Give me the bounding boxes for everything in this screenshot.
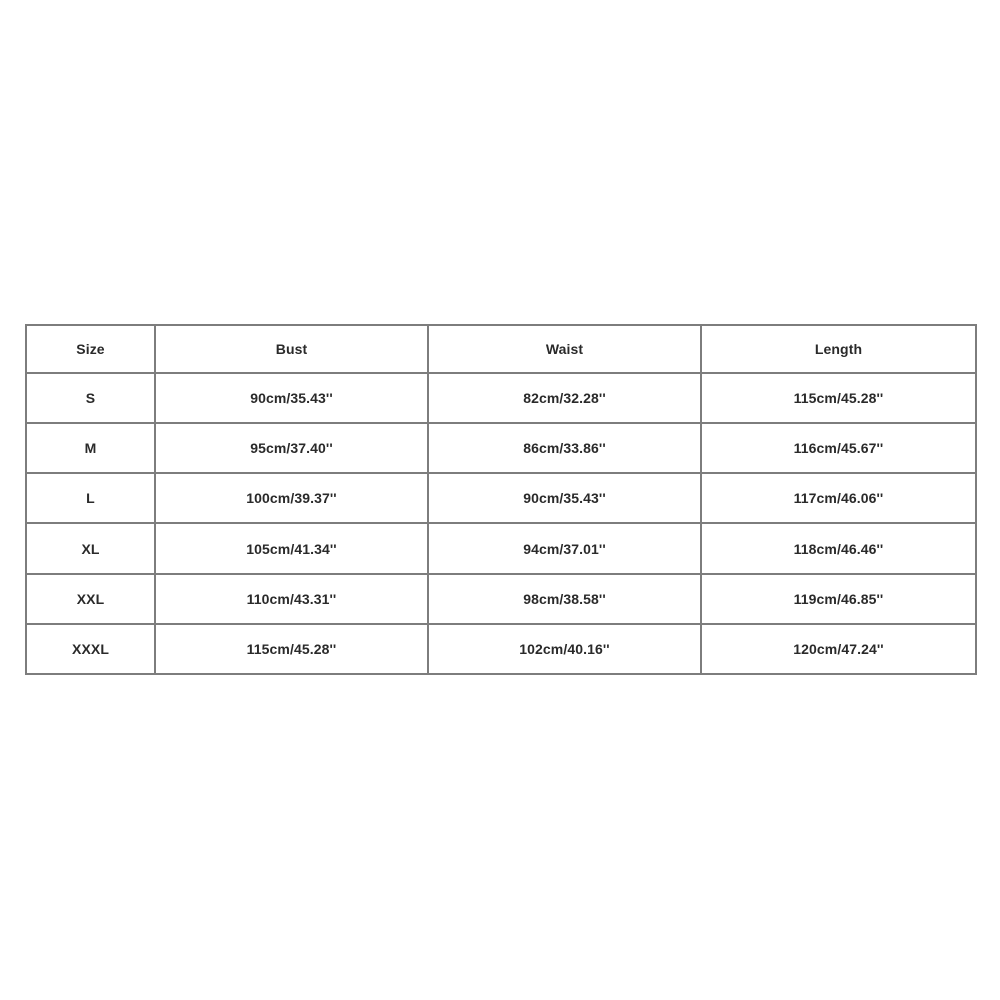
cell-bust: 95cm/37.40'': [155, 423, 428, 473]
cell-bust: 110cm/43.31'': [155, 574, 428, 624]
cell-bust: 115cm/45.28'': [155, 624, 428, 674]
cell-size: L: [26, 473, 155, 523]
header-bust: Bust: [155, 325, 428, 373]
header-waist: Waist: [428, 325, 701, 373]
table-row: [26, 373, 976, 423]
table-row: [26, 574, 976, 624]
size-chart-body: [26, 373, 976, 674]
cell-bust: 90cm/35.43'': [155, 373, 428, 423]
table-row: [26, 624, 976, 674]
cell-waist: 102cm/40.16'': [428, 624, 701, 674]
cell-size: XXL: [26, 574, 155, 624]
cell-size: XL: [26, 523, 155, 573]
size-chart-header: [26, 325, 976, 373]
cell-size: S: [26, 373, 155, 423]
cell-waist: 86cm/33.86'': [428, 423, 701, 473]
cell-length: 120cm/47.24'': [701, 624, 976, 674]
cell-waist: 90cm/35.43'': [428, 473, 701, 523]
table-row: [26, 473, 976, 523]
cell-size: XXXL: [26, 624, 155, 674]
cell-length: 115cm/45.28'': [701, 373, 976, 423]
table-row: [26, 423, 976, 473]
table-row: [26, 523, 976, 573]
header-row: [26, 325, 976, 373]
cell-size: M: [26, 423, 155, 473]
cell-bust: 100cm/39.37'': [155, 473, 428, 523]
cell-length: 116cm/45.67'': [701, 423, 976, 473]
header-length: Length: [701, 325, 976, 373]
cell-length: 117cm/46.06'': [701, 473, 976, 523]
size-chart-table: [25, 324, 977, 675]
cell-length: 119cm/46.85'': [701, 574, 976, 624]
cell-waist: 94cm/37.01'': [428, 523, 701, 573]
cell-length: 118cm/46.46'': [701, 523, 976, 573]
cell-bust: 105cm/41.34'': [155, 523, 428, 573]
cell-waist: 82cm/32.28'': [428, 373, 701, 423]
header-size: Size: [26, 325, 155, 373]
cell-waist: 98cm/38.58'': [428, 574, 701, 624]
